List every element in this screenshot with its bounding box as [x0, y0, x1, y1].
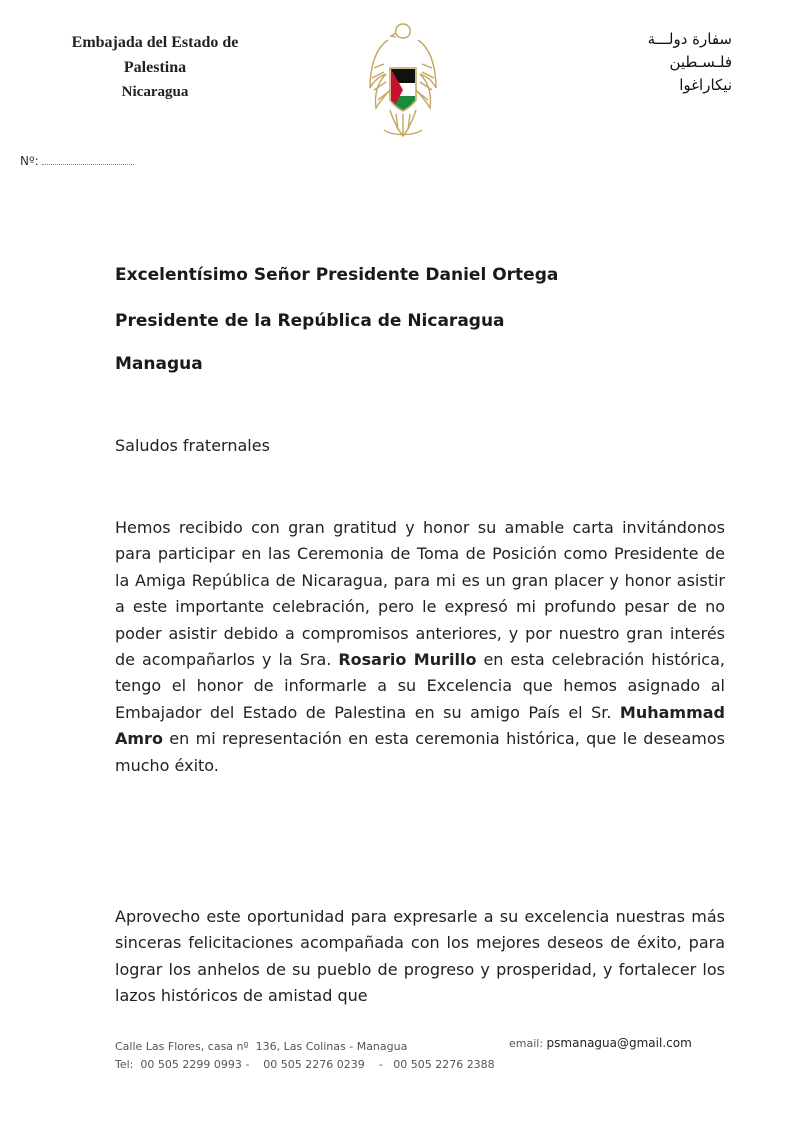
body-paragraph-2: Aprovecho este oportunidad para expresarle a su excelencia nuestras más sinceras felicitaciones acompañada con los mejores deseos de éxito, para lograr los anhelos de su pueblo de progreso y prosperidad, y fortalecer los lazos históricos de amistad que [115, 907, 725, 1006]
recipient-city: Managua [115, 354, 203, 374]
embassy-header-arabic [612, 28, 732, 97]
header-line: Palestina [123, 59, 187, 76]
header-line: فلـسـطين [669, 53, 732, 71]
reference-dotted-line [42, 154, 134, 165]
body-paragraph-1 [115, 515, 725, 779]
paragraph-text: en mi representación en esta ceremonia histórica, que le deseamos mucho éxito. [115, 729, 725, 775]
footer-address: Calle Las Flores, casa nº 136, Las Colinas - Managua [115, 1040, 408, 1053]
email-label: email: [509, 1037, 544, 1050]
bold-name: Rosario Murillo [338, 650, 477, 670]
paragraph-text: Hemos recibido con gran gratitud y honor su amable carta invitándonos para participar en las Ceremonia de Toma de Posición como Presidente de la Amiga República de Nicaragua, para mi es un gran placer y honor asistir a este importante celebración, pero le expresó mi profundo pesar de no poder asistir debido a compromisos anteriores, y por nuestro gran interés de acompañarlos y la Sra. [115, 518, 725, 670]
recipient-name: Excelentísimo Señor Presidente Daniel Ortega [115, 265, 559, 285]
palestine-eagle-emblem-icon [362, 18, 444, 144]
header-line: Embajada del Estado de [71, 34, 239, 51]
bold-name: Muhammad Amro [115, 702, 725, 749]
reference-number-field [20, 154, 134, 168]
email-address: psmanagua@gmail.com [546, 1036, 692, 1050]
footer-phones: Tel: 00 505 2299 0993 - 00 505 2276 0239 - 00 505 2276 2388 [115, 1058, 495, 1071]
reference-label: Nº: [20, 154, 39, 168]
greeting: Saludos fraternales [115, 436, 270, 455]
embassy-header-spanish [40, 30, 270, 105]
recipient-title: Presidente de la República de Nicaragua [115, 311, 505, 331]
header-line: سفارة دولـــة [647, 30, 732, 48]
footer-email [509, 1036, 692, 1050]
header-line: Nicaragua [121, 84, 189, 100]
header-line: نيكاراغوا [679, 76, 732, 94]
paragraph-text: en esta celebración histórica, tengo el honor de informarle a su Excelencia que hemos asignado al Embajador del Estado de Palestina en su amigo País el Sr. [115, 650, 725, 722]
